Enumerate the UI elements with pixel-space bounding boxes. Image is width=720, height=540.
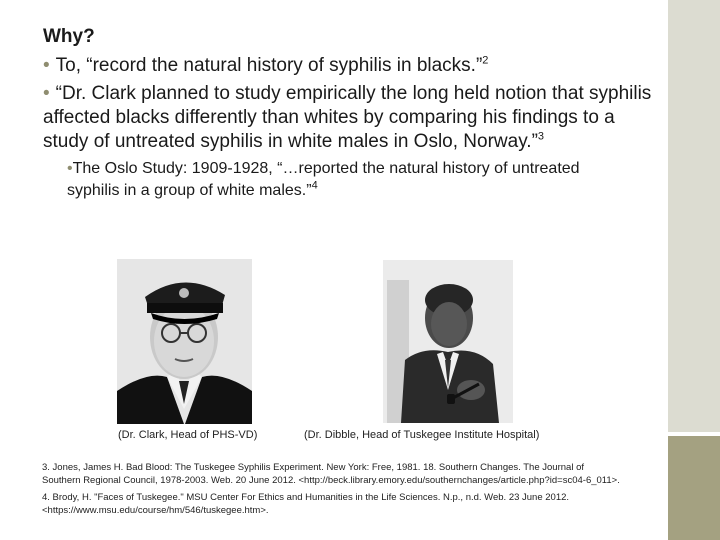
photo-dr-clark bbox=[117, 259, 252, 424]
decorative-band-bottom bbox=[668, 436, 720, 540]
slide-content bbox=[43, 26, 653, 202]
photo-dr-dibble bbox=[383, 260, 513, 423]
sub-bullet-glyph: • bbox=[67, 160, 73, 177]
footnote-marker: 3 bbox=[537, 130, 545, 143]
caption-dr-dibble: (Dr. Dibble, Head of Tuskegee Institute Hospital) bbox=[304, 429, 540, 441]
bullet-glyph: • bbox=[43, 55, 50, 76]
footnote-marker: 2 bbox=[482, 54, 489, 67]
caption-dr-clark: (Dr. Clark, Head of PHS-VD) bbox=[118, 429, 258, 441]
sub-bullet-text: The Oslo Study: 1909-1928, “…reported the natural history of untreated syphilis in a group of white males.” bbox=[67, 160, 580, 199]
reference-3: 3. Jones, James H. Bad Blood: The Tuskegee Syphilis Experiment. New York: Free, 1981. 18. Southern Changes. The Journal of Southern Regional Council, 1978-2003. Web. 20 June 2012. <http://beck.library.emory.edu/southernchanges/article.php?id=sc04-6_011>. bbox=[42, 462, 620, 486]
bullet-record-natural-history bbox=[43, 54, 653, 78]
bullet-dr-clark-plan bbox=[43, 82, 653, 154]
slide-heading: Why? bbox=[43, 26, 95, 47]
reference-4: 4. Brody, H. "Faces of Tuskegee." MSU Center For Ethics and Humanities in the Life Sciences. N.p., n.d. Web. 23 June 2012. <https://www.msu.edu/course/hm/546/tuskegee.htm>. bbox=[42, 492, 570, 516]
bullet-text: To, “record the natural history of syphilis in blacks.” bbox=[55, 55, 483, 76]
references bbox=[42, 461, 622, 521]
decorative-band-top bbox=[668, 0, 720, 432]
bullet-glyph: • bbox=[43, 83, 50, 104]
sub-bullet-oslo-study bbox=[67, 158, 627, 202]
bullet-text: “Dr. Clark planned to study empirically the long held notion that syphilis affected blacks differently than whites by comparing his findings to a study of untreated syphilis in white males in Oslo, Norway.” bbox=[43, 83, 652, 152]
footnote-marker: 4 bbox=[311, 179, 318, 192]
